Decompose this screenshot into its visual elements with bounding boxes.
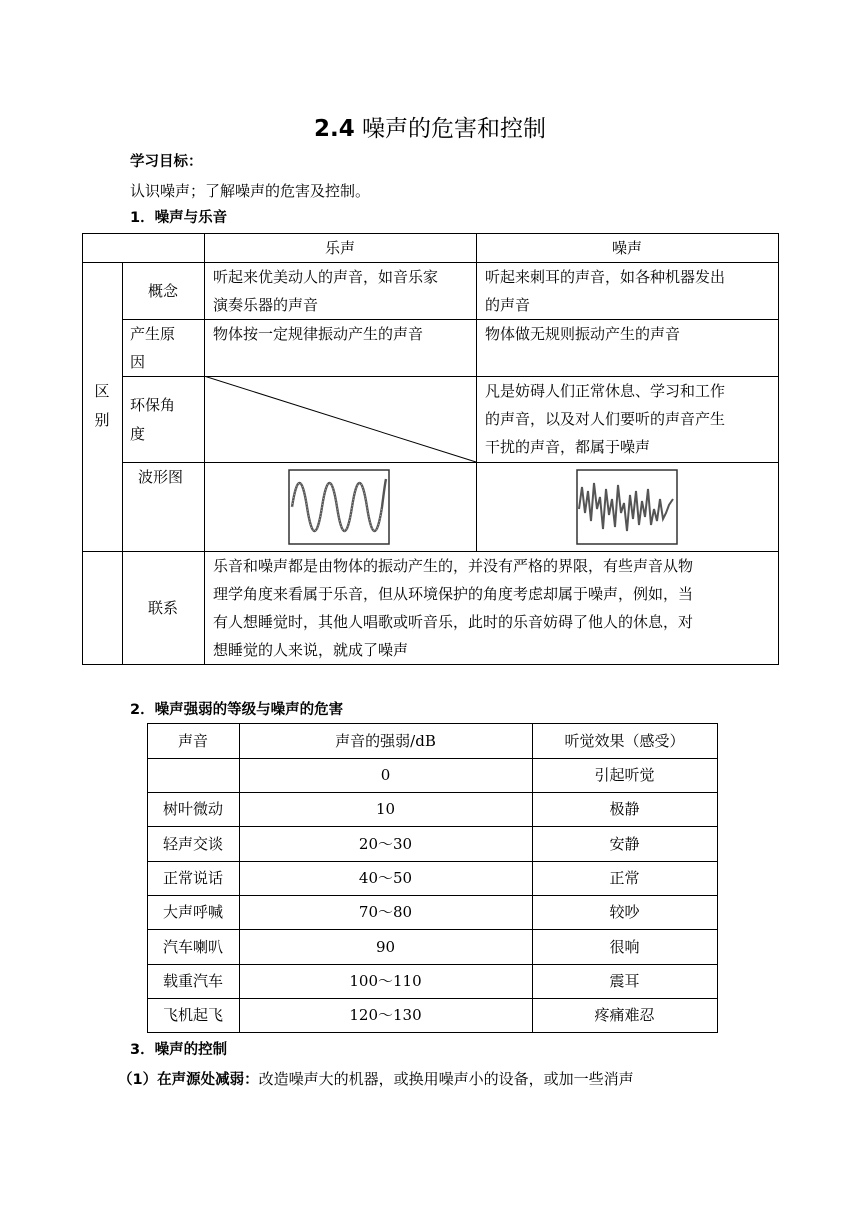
cause-noise: 物体做无规则振动产生的声音	[485, 325, 681, 343]
levels-cell-effect: 较吵	[609, 903, 640, 921]
control-item-1-title: （1）在声源处减弱：	[118, 1072, 259, 1088]
relation-line-1: 乐音和噪声都是由物体的振动产生的，并没有严格的界限，有些声音从物	[213, 557, 694, 575]
cause-music: 物体按一定规律振动产生的声音	[213, 325, 424, 343]
levels-cell-sound: 汽车喇叭	[162, 938, 223, 956]
concept-music-1: 听起来优美动人的声音，如音乐家	[213, 268, 439, 286]
noise-waveform-image	[576, 469, 678, 545]
row-waveform: 波形图	[138, 468, 184, 486]
relation-line-3: 有人想睡觉时，其他人唱歌或听音乐，此时的乐音妨碍了他人的休息，对	[213, 613, 694, 631]
levels-header-sound: 声音	[177, 732, 208, 750]
levels-cell-effect: 震耳	[609, 972, 640, 990]
levels-cell-sound: 大声呼喊	[162, 903, 223, 921]
row-cause-1: 产生原	[130, 325, 176, 343]
control-item-1	[118, 1069, 634, 1090]
header-noise: 噪声	[611, 239, 642, 257]
row-env-1: 环保角	[130, 396, 176, 414]
group-label-2: 别	[94, 411, 110, 429]
levels-cell-sound: 轻声交谈	[162, 835, 223, 853]
title-number: 2.4	[313, 116, 355, 142]
levels-cell-sound: 树叶微动	[162, 800, 223, 818]
env-noise-1: 凡是妨碍人们正常休息、学习和工作	[485, 382, 726, 400]
levels-cell-effect: 很响	[609, 938, 640, 956]
relation-line-2: 理学角度来看属于乐音，但从环境保护的角度考虑却属于噪声，例如，当	[213, 585, 694, 603]
levels-cell-effect: 正常	[609, 869, 640, 887]
levels-cell-effect: 引起听觉	[594, 766, 655, 784]
levels-cell-db: 0	[380, 766, 391, 784]
diagonal-slash	[204, 376, 477, 463]
row-concept: 概念	[147, 282, 178, 300]
levels-cell-db: 90	[375, 938, 396, 956]
concept-noise-1: 听起来刺耳的声音，如各种机器发出	[485, 268, 726, 286]
env-noise-2: 的声音，以及对人们要听的声音产生	[485, 410, 726, 428]
title-text: 噪声的危害和控制	[362, 116, 547, 142]
levels-header-effect: 听觉效果（感受）	[564, 732, 685, 750]
group-label-1: 区	[94, 382, 110, 400]
section1-heading: 1．噪声与乐音	[130, 210, 228, 226]
env-noise-3: 干扰的声音，都属于噪声	[485, 438, 651, 456]
levels-cell-db: 20～30	[358, 835, 413, 853]
goal-text: 认识噪声；了解噪声的危害及控制。	[130, 182, 371, 200]
section3-heading: 3．噪声的控制	[130, 1042, 228, 1058]
levels-cell-effect: 安静	[609, 835, 640, 853]
relation-line-4: 想睡觉的人来说，就成了噪声	[213, 641, 409, 659]
levels-cell-sound: 飞机起飞	[162, 1006, 223, 1024]
row-relation: 联系	[147, 599, 178, 617]
row-env-2: 度	[130, 425, 146, 443]
levels-cell-sound: 载重汽车	[162, 972, 223, 990]
levels-cell-effect: 极静	[609, 800, 640, 818]
header-music: 乐声	[324, 239, 355, 257]
control-item-1-text: 改造噪声大的机器，或换用噪声小的设备，或加一些消声	[258, 1070, 634, 1088]
goal-heading: 学习目标：	[130, 154, 203, 170]
levels-cell-effect: 疼痛难忍	[594, 1006, 655, 1024]
concept-music-2: 演奏乐器的声音	[213, 296, 319, 314]
music-waveform-image	[288, 469, 390, 545]
levels-cell-db: 100～110	[349, 972, 422, 990]
levels-cell-db: 70～80	[358, 903, 413, 921]
levels-cell-db: 40～50	[358, 869, 413, 887]
concept-noise-2: 的声音	[485, 296, 531, 314]
row-cause-2: 因	[130, 353, 146, 371]
levels-header-db: 声音的强弱/dB	[335, 732, 436, 750]
levels-cell-db: 120～130	[349, 1006, 422, 1024]
levels-cell-sound: 正常说话	[162, 869, 223, 887]
page-title	[0, 116, 860, 142]
section2-heading: 2．噪声强弱的等级与噪声的危害	[130, 702, 344, 718]
levels-cell-db: 10	[375, 800, 396, 818]
